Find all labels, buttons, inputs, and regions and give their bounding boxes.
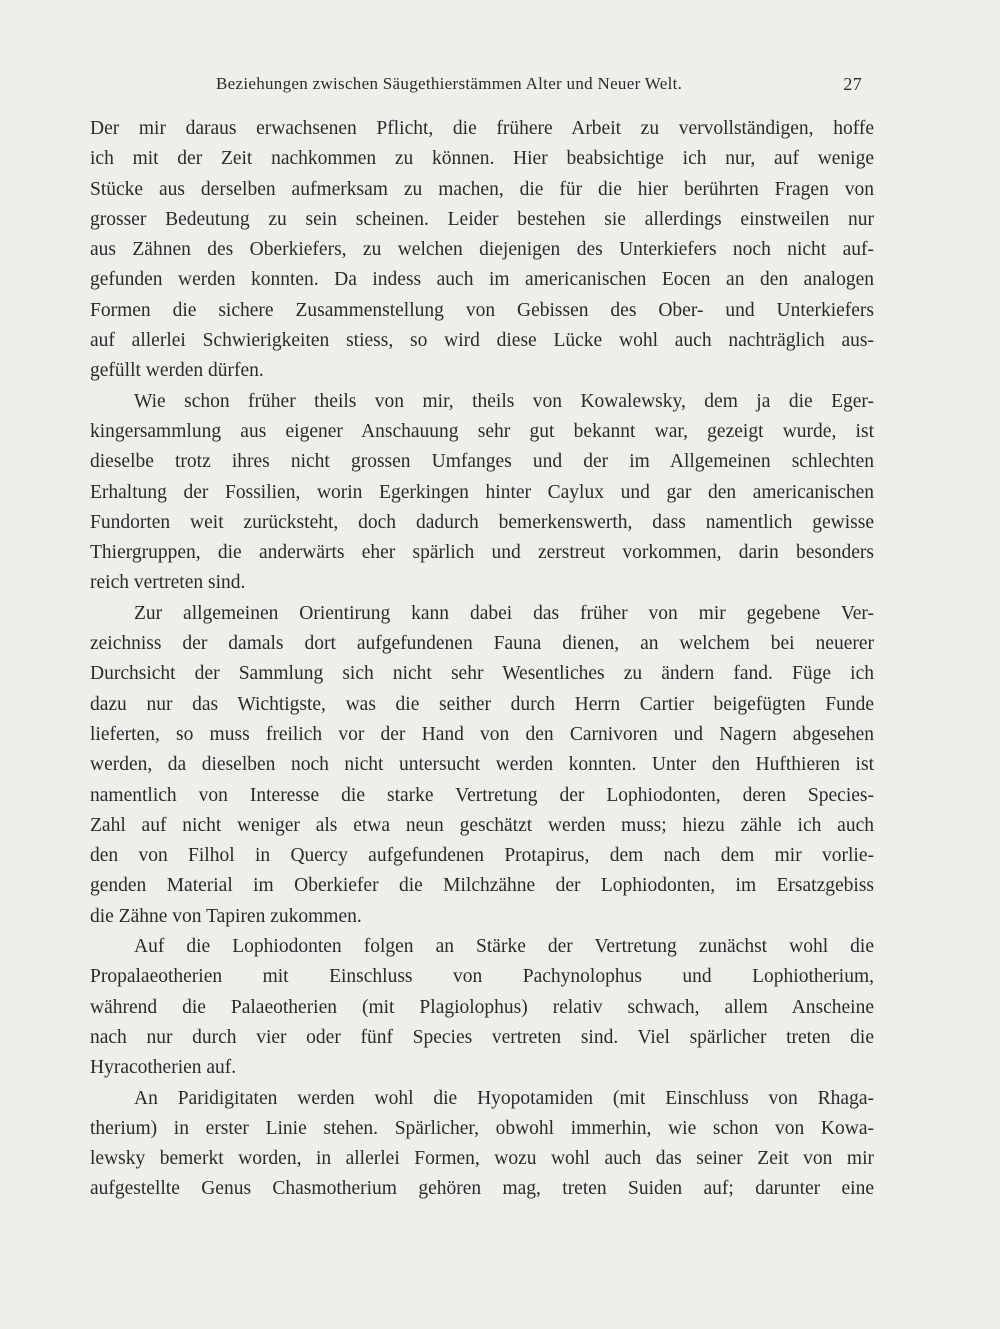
paragraph	[90, 114, 874, 387]
text-line: reich vertreten sind.	[90, 572, 246, 594]
text-line: ich mit der Zeit nachkommen zu können. Hier beabsichtige ich nur, auf wenige	[90, 148, 874, 170]
text-line: Erhaltung der Fossilien, worin Egerkingen hinter Caylux und gar den americanischen	[90, 481, 874, 503]
text-line: Stücke aus derselben aufmerksam zu machen, die für die hier berührten Fragen von	[90, 178, 874, 200]
text-line: gefüllt werden dürfen.	[90, 360, 264, 382]
text-line: zeichniss der damals dort aufgefundenen Fauna dienen, an welchem bei neuerer	[90, 633, 874, 655]
text-line: Fundorten weit zurücksteht, doch dadurch bemerkenswerth, dass namentlich gewisse	[90, 511, 874, 533]
paragraph	[90, 1084, 874, 1205]
text-line: Der mir daraus erwachsenen Pflicht, die frühere Arbeit zu vervollständigen, hoffe	[90, 118, 874, 139]
text-line: Durchsicht der Sammlung sich nicht sehr Wesentliches zu ändern fand. Füge ich	[90, 663, 874, 685]
text-line: die Zähne von Tapiren zukommen.	[90, 905, 362, 927]
paragraph	[90, 599, 874, 932]
text-line: auf allerlei Schwierigkeiten stiess, so wird diese Lücke wohl auch nachträglich aus-	[90, 330, 874, 352]
running-head	[90, 74, 874, 98]
text-line: grosser Bedeutung zu sein scheinen. Leider bestehen sie allerdings einstweilen nur	[90, 208, 874, 230]
text-line: namentlich von Interesse die starke Vertretung der Lophiodonten, deren Species-	[90, 784, 874, 806]
text-line: lewsky bemerkt worden, in allerlei Formen, wozu wohl auch das seiner Zeit von mir	[90, 1148, 874, 1170]
text-line: Thiergruppen, die anderwärts eher spärlich und zerstreut vorkommen, darin besonders	[90, 542, 874, 564]
running-title: Beziehungen zwischen Säugethierstämmen Alter und Neuer Welt.	[216, 74, 683, 93]
text-line: während die Palaeotherien (mit Plagiolophus) relativ schwach, allem Anscheine	[90, 996, 874, 1018]
paragraph	[90, 932, 874, 1083]
text-line: Wie schon früher theils von mir, theils von Kowalewsky, dem ja die Eger-	[134, 390, 874, 412]
text-line: Hyracotherien auf.	[90, 1057, 237, 1079]
text-line: genden Material im Oberkiefer die Milchzähne der Lophiodonten, im Ersatzgebiss	[90, 875, 874, 897]
text-line: Zahl auf nicht weniger als etwa neun geschätzt werden muss; hiezu zähle ich auch	[90, 814, 874, 836]
body-text	[90, 114, 874, 1205]
text-line: Formen die sichere Zusammenstellung von Gebissen des Ober- und Unterkiefers	[90, 299, 874, 321]
text-line: kingersammlung aus eigener Anschauung sehr gut bekannt war, gezeigt wurde, ist	[90, 420, 874, 442]
text-line: aus Zähnen des Oberkiefers, zu welchen diejenigen des Unterkiefers noch nicht auf-	[90, 239, 874, 261]
text-line: therium) in erster Linie stehen. Spärlicher, obwohl immerhin, wie schon von Kowa-	[90, 1117, 874, 1139]
text-line: dazu nur das Wichtigste, was die seither durch Herrn Cartier beigefügten Funde	[90, 693, 874, 715]
text-line: nach nur durch vier oder fünf Species vertreten sind. Viel spärlicher treten die	[90, 1026, 874, 1048]
text-line: An Paridigitaten werden wohl die Hyopotamiden (mit Einschluss von Rhaga-	[134, 1087, 874, 1109]
paragraph	[90, 387, 874, 599]
text-line: Auf die Lophiodonten folgen an Stärke der Vertretung zunächst wohl die	[134, 936, 874, 958]
text-line: den von Filhol in Quercy aufgefundenen Protapirus, dem nach dem mir vorlie-	[90, 845, 874, 867]
text-line: lieferten, so muss freilich vor der Hand von den Carnivoren und Nagern abgesehen	[90, 723, 874, 745]
page-number: 27	[843, 74, 862, 94]
text-line: aufgestellte Genus Chasmotherium gehören mag, treten Suiden auf; darunter eine	[90, 1178, 874, 1200]
text-line: dieselbe trotz ihres nicht grossen Umfanges und der im Allgemeinen schlechten	[90, 451, 874, 473]
text-line: gefunden werden konnten. Da indess auch im americanischen Eocen an den analogen	[90, 269, 874, 291]
text-line: werden, da dieselben noch nicht untersucht werden konnten. Unter den Hufthieren ist	[90, 754, 874, 776]
text-line: Zur allgemeinen Orientirung kann dabei das früher von mir gegebene Ver-	[134, 602, 874, 624]
text-line: Propalaeotherien mit Einschluss von Pachynolophus und Lophiotherium,	[90, 966, 874, 988]
